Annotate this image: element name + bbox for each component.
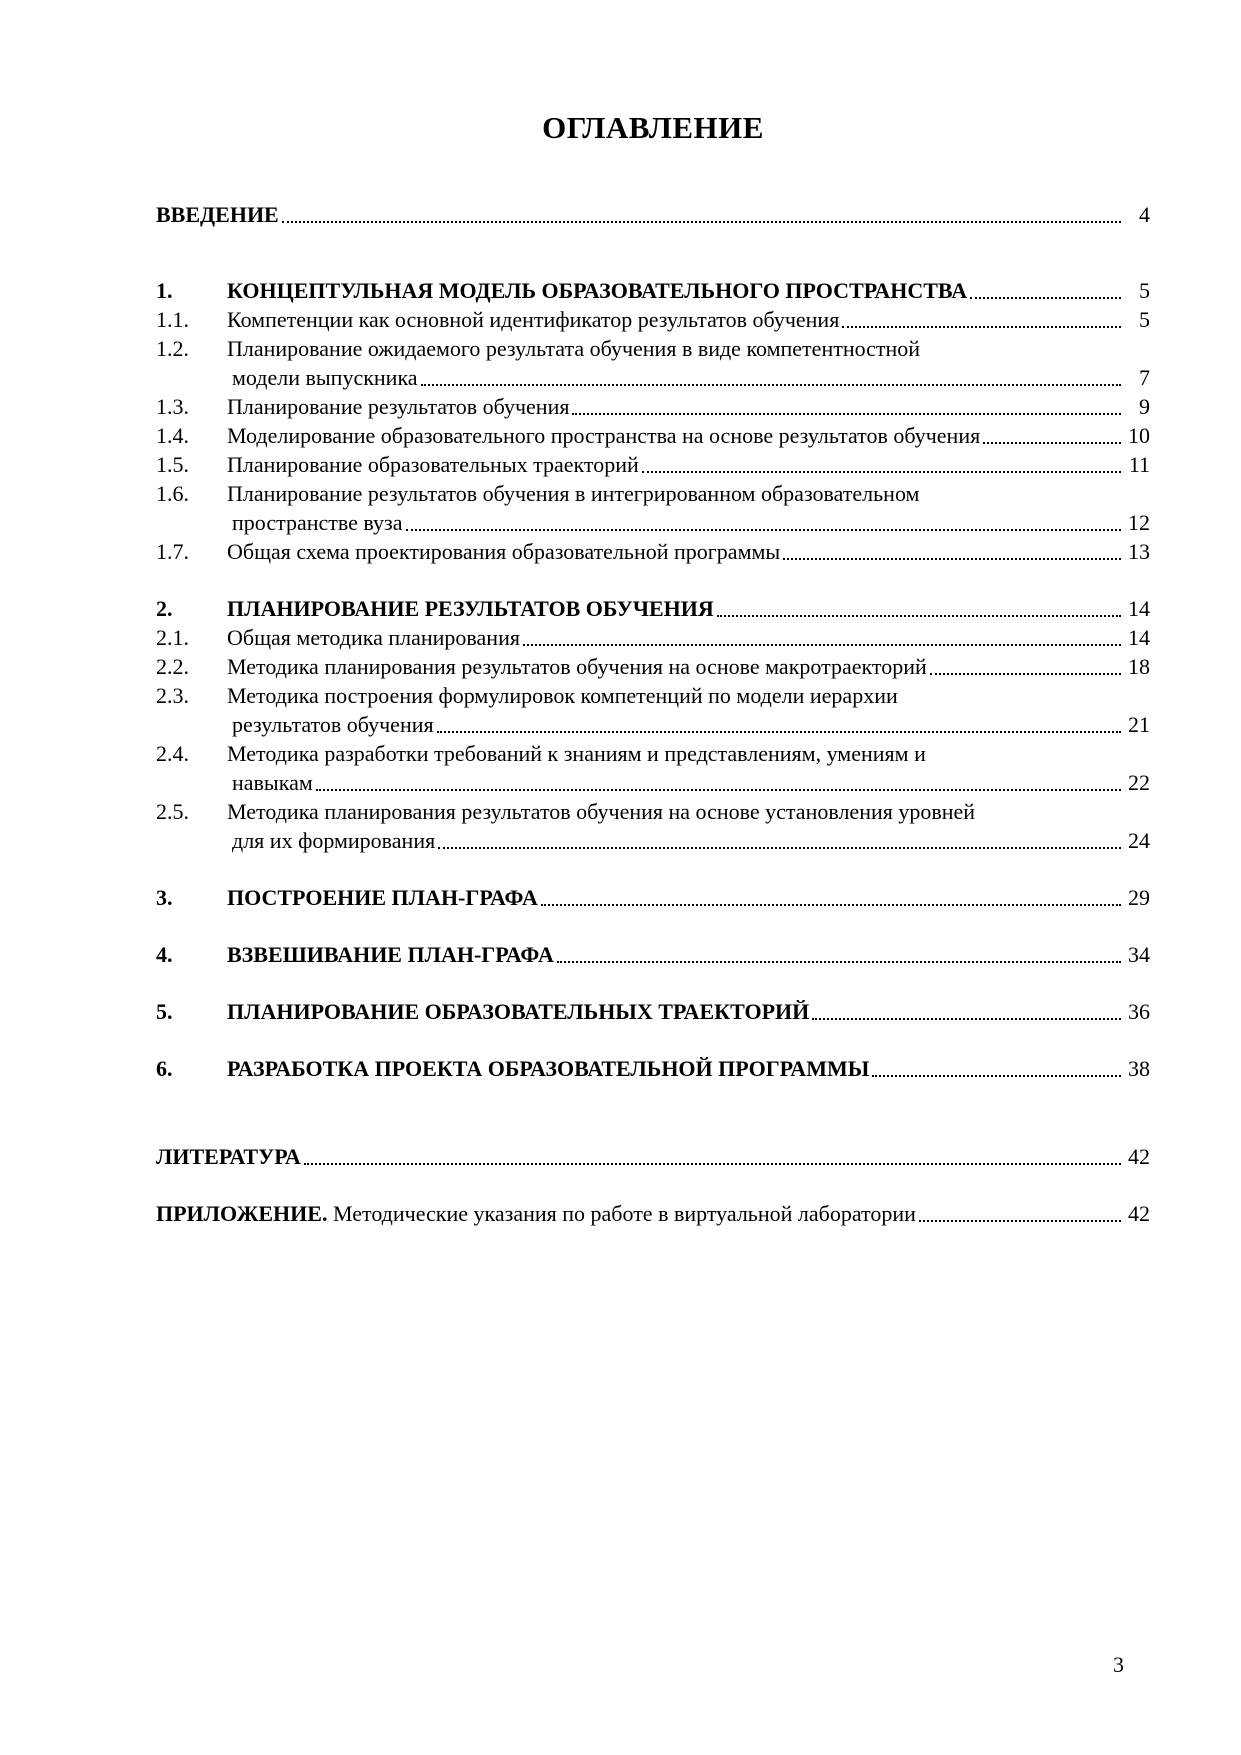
toc-entry-page: 4: [1139, 202, 1150, 227]
dot-leader: [717, 615, 1121, 617]
toc-entry-number: 2.4.: [156, 741, 189, 766]
toc-entry-title: результатов обучения: [232, 712, 434, 737]
dot-leader: [812, 1018, 1121, 1020]
toc-entry: [156, 200, 1150, 229]
toc-entry: [156, 334, 1150, 363]
toc-entry-title: модели выпускника: [232, 365, 418, 390]
toc-entry-title: Методические указания по работе в виртуальной лаборатории: [327, 1201, 916, 1226]
toc-entry-title: навыкам: [232, 770, 313, 795]
toc-entry-title: РАЗРАБОТКА ПРОЕКТА ОБРАЗОВАТЕЛЬНОЙ ПРОГРАММЫ: [227, 1056, 870, 1081]
toc-entry-number: 1.7.: [156, 539, 189, 564]
toc-entry: [156, 1199, 1150, 1228]
page-title: ОГЛАВЛЕНИЕ: [542, 110, 764, 145]
toc-entry-title: Общая методика планирования: [227, 625, 520, 650]
dot-leader: [437, 731, 1121, 733]
toc-entry: [156, 681, 1150, 710]
toc-entry-title: ПОСТРОЕНИЕ ПЛАН-ГРАФА: [227, 885, 538, 910]
toc-entry-number: 5.: [156, 999, 173, 1024]
dot-leader: [523, 644, 1121, 646]
toc-entry-number: 2.1.: [156, 625, 189, 650]
toc-entry: [156, 797, 1150, 826]
toc-entry: [156, 739, 1150, 768]
toc-entry-page: 22: [1128, 770, 1150, 795]
toc-entry-page: 7: [1139, 365, 1150, 390]
toc-entry-page: 34: [1128, 942, 1150, 967]
dot-leader: [970, 297, 1121, 299]
toc-entry-number: 1.1.: [156, 307, 189, 332]
dot-leader: [783, 558, 1121, 560]
toc-entry-title: Планирование образовательных траекторий: [227, 452, 639, 477]
dot-leader: [438, 847, 1121, 849]
toc-entry-title: Общая схема проектирования образовательной программы: [227, 539, 781, 564]
toc-entry: [156, 652, 1150, 681]
toc-entry: [156, 768, 1150, 797]
toc-entry: [156, 940, 1150, 969]
toc-entry: [156, 826, 1150, 855]
toc-entry-number: 2.2.: [156, 654, 189, 679]
toc-entry: [156, 508, 1150, 537]
dot-leader: [282, 221, 1121, 223]
toc-entry: [156, 623, 1150, 652]
dot-leader: [316, 789, 1121, 791]
toc-entry-number: 1.6.: [156, 481, 189, 506]
dot-leader: [541, 904, 1121, 906]
dot-leader: [983, 442, 1121, 444]
toc-entry-title: ВВЕДЕНИЕ: [156, 202, 279, 227]
dot-leader: [557, 961, 1121, 963]
toc-entry-page: 13: [1128, 539, 1150, 564]
toc-entry-number: 2.3.: [156, 683, 189, 708]
toc-entry: [156, 883, 1150, 912]
toc-entry: [156, 1142, 1150, 1171]
toc-entry-page: 12: [1128, 510, 1150, 535]
toc-entry: [156, 421, 1150, 450]
dot-leader: [304, 1163, 1121, 1165]
toc-entry-page: 11: [1128, 452, 1150, 477]
toc-entry-page: 24: [1128, 828, 1150, 853]
toc-entry-number: 6.: [156, 1056, 173, 1081]
toc-entry: [156, 276, 1150, 305]
toc-entry-title: Планирование результатов обучения в интегрированном образовательном: [227, 481, 920, 506]
toc-entry: [156, 479, 1150, 508]
toc-entry: [156, 594, 1150, 623]
toc-entry-page: 5: [1139, 278, 1150, 303]
toc-entry: [156, 305, 1150, 334]
toc-entry: [156, 997, 1150, 1026]
toc-entry-number: 1.5.: [156, 452, 189, 477]
toc-entry: [156, 392, 1150, 421]
toc-entry-page: 42: [1128, 1201, 1150, 1226]
dot-leader: [642, 471, 1121, 473]
toc-entry-title: Методика разработки требований к знаниям и представлениям, умениям и: [227, 741, 926, 766]
toc-content: [156, 110, 1150, 1228]
toc-entry-page: 18: [1128, 654, 1150, 679]
toc-entry-title: Моделирование образовательного пространства на основе результатов обучения: [227, 423, 981, 448]
toc-entry-title: для их формирования: [232, 828, 436, 853]
toc-entry-page: 9: [1139, 394, 1150, 419]
dot-leader: [919, 1220, 1121, 1222]
toc-entry-title: Планирование ожидаемого результата обучения в виде компетентностной: [227, 336, 921, 361]
toc-entry-number: 1.: [156, 278, 173, 303]
dot-leader: [930, 673, 1121, 675]
toc-entry-title: КОНЦЕПТУЛЬНАЯ МОДЕЛЬ ОБРАЗОВАТЕЛЬНОГО ПРОСТРАНСТВА: [227, 278, 968, 303]
toc-entry-page: 14: [1128, 625, 1150, 650]
toc-entry-title: ВЗВЕШИВАНИЕ ПЛАН-ГРАФА: [227, 942, 554, 967]
toc-entry-number: 2.: [156, 596, 173, 621]
toc-entry-number: 1.2.: [156, 336, 189, 361]
table-of-contents: [156, 200, 1150, 1228]
toc-entry-page: 5: [1139, 307, 1150, 332]
toc-entry-number: 1.3.: [156, 394, 189, 419]
toc-entry-number: 2.5.: [156, 799, 189, 824]
toc-entry-title: Планирование результатов обучения: [227, 394, 570, 419]
toc-entry-title: Методика планирования результатов обучения на основе установления уровней: [227, 799, 976, 824]
toc-entry-page: 21: [1128, 712, 1150, 737]
toc-entry-page: 10: [1128, 423, 1150, 448]
toc-entry-title: ПЛАНИРОВАНИЕ РЕЗУЛЬТАТОВ ОБУЧЕНИЯ: [227, 596, 714, 621]
toc-entry-title: ПЛАНИРОВАНИЕ ОБРАЗОВАТЕЛЬНЫХ ТРАЕКТОРИЙ: [227, 999, 810, 1024]
dot-leader: [421, 384, 1121, 386]
toc-entry-number: 3.: [156, 885, 173, 910]
toc-entry-page: 38: [1128, 1056, 1150, 1081]
dot-leader: [842, 326, 1121, 328]
toc-entry: [156, 363, 1150, 392]
dot-leader: [406, 529, 1122, 531]
toc-entry: [156, 710, 1150, 739]
toc-entry-title: ЛИТЕРАТУРА: [156, 1144, 301, 1169]
toc-entry: [156, 537, 1150, 566]
toc-entry-number: 4.: [156, 942, 173, 967]
toc-entry-page: 29: [1128, 885, 1150, 910]
toc-entry: [156, 450, 1150, 479]
page-number: 3: [1113, 1652, 1124, 1677]
toc-entry-title: Методика построения формулировок компетенций по модели иерархии: [227, 683, 898, 708]
toc-entry-title: Компетенции как основной идентификатор результатов обучения: [227, 307, 840, 332]
toc-entry-page: 42: [1128, 1144, 1150, 1169]
toc-entry-page: 36: [1128, 999, 1150, 1024]
dot-leader: [572, 413, 1121, 415]
dot-leader: [872, 1075, 1121, 1077]
toc-entry-number: 1.4.: [156, 423, 189, 448]
toc-entry-title: Методика планирования результатов обучения на основе макротраекторий: [227, 654, 927, 679]
toc-entry-title-lead: ПРИЛОЖЕНИЕ.: [156, 1201, 328, 1226]
toc-entry-title: пространстве вуза: [232, 510, 403, 535]
toc-entry-page: 14: [1128, 596, 1150, 621]
toc-entry: [156, 1054, 1150, 1083]
